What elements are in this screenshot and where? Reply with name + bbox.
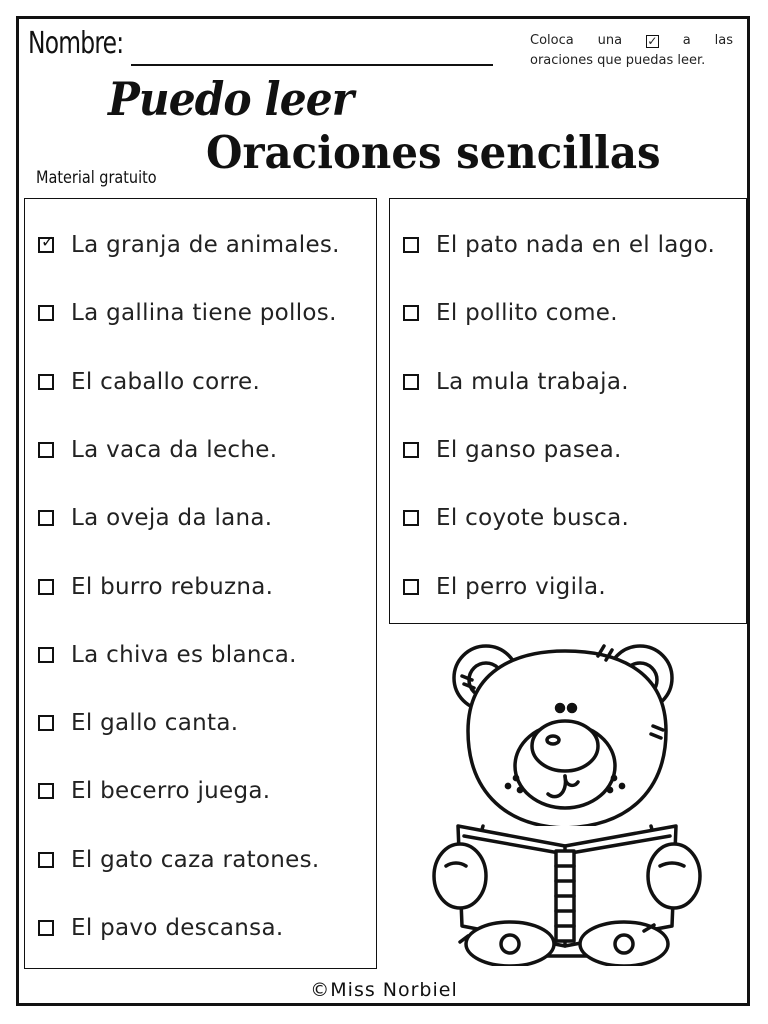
sentence-item: [403, 369, 629, 395]
sentence-item: [38, 505, 272, 531]
sentence-item: [38, 710, 238, 736]
sentence-item: [38, 778, 270, 804]
sentence-text: El perro vigila.: [436, 573, 606, 600]
sentence-text: La vaca da leche.: [71, 436, 278, 463]
sentence-item: [403, 232, 715, 258]
sentence-text: El burro rebuzna.: [71, 573, 274, 600]
sentence-item: [403, 574, 606, 600]
checkbox-unchecked[interactable]: [38, 852, 54, 868]
title-puedo-leer: Puedo leer: [108, 72, 354, 126]
checkbox-unchecked[interactable]: [38, 715, 54, 731]
sentence-text: El pato nada en el lago.: [436, 232, 716, 258]
sentence-text: El pavo descansa.: [71, 915, 284, 941]
sentence-text: El gato caza ratones.: [71, 846, 320, 873]
checkbox-unchecked[interactable]: [38, 579, 54, 595]
sentence-item: [38, 369, 260, 395]
checkbox-unchecked[interactable]: [403, 510, 419, 526]
sentence-item: [403, 437, 622, 463]
title-oraciones-sencillas: Oraciones sencillas: [206, 126, 661, 179]
sentence-item: [38, 437, 277, 463]
checkbox-unchecked[interactable]: [403, 579, 419, 595]
checkbox-unchecked[interactable]: [403, 374, 419, 390]
checkbox-unchecked[interactable]: [38, 510, 54, 526]
sentence-text: El gallo canta.: [71, 710, 239, 737]
sentence-text: La chiva es blanca.: [71, 641, 297, 668]
right-sentence-box: [389, 198, 747, 624]
sentence-item: [38, 574, 273, 600]
checkbox-checked[interactable]: [38, 232, 55, 253]
bear-reading-illustration: [428, 636, 706, 966]
name-label: Nombre:: [28, 26, 124, 61]
free-material-label: Material gratuito: [36, 168, 157, 188]
sentence-item: [403, 505, 629, 531]
sentence-item: [403, 300, 618, 326]
checkbox-unchecked[interactable]: [403, 305, 419, 321]
check-mark-icon: ✓: [41, 232, 55, 251]
sentence-text: El becerro juega.: [71, 778, 271, 805]
sentence-item: [38, 642, 297, 668]
sentence-text: La oveja da lana.: [71, 505, 273, 532]
checkbox-unchecked[interactable]: [403, 442, 419, 458]
sentence-text: El ganso pasea.: [436, 436, 622, 463]
sentence-item: [38, 232, 340, 258]
checkbox-unchecked[interactable]: [38, 442, 54, 458]
checkbox-unchecked[interactable]: [38, 647, 54, 663]
sentence-text: La gallina tiene pollos.: [71, 300, 337, 327]
instruction-text: [530, 31, 733, 71]
checkbox-unchecked[interactable]: [38, 783, 54, 799]
sentence-text: El pollito come.: [436, 300, 618, 327]
sentence-item: [38, 300, 337, 326]
instruction-word: las: [714, 33, 733, 48]
check-mark-icon: ✓: [647, 33, 658, 48]
sentence-item: [38, 847, 320, 873]
instruction-word: a: [682, 33, 691, 48]
checkbox-unchecked[interactable]: [38, 305, 54, 321]
checkbox-unchecked[interactable]: [403, 237, 419, 253]
instruction-line-2: oraciones que puedas leer.: [530, 53, 706, 68]
checkbox-unchecked[interactable]: [38, 374, 54, 390]
sentence-text: El coyote busca.: [436, 505, 630, 532]
sentence-text: El caballo corre.: [71, 368, 261, 395]
sentence-item: [38, 915, 283, 941]
checkbox-unchecked[interactable]: [38, 920, 54, 936]
checkbox-checked-icon: [646, 35, 659, 48]
sentence-text: La granja de animales.: [71, 232, 340, 258]
copyright-footer: ©Miss Norbiel: [310, 979, 458, 1001]
instruction-word: Coloca: [530, 33, 574, 48]
sentence-text: La mula trabaja.: [436, 368, 629, 395]
instruction-word: una: [597, 33, 623, 48]
name-input-line[interactable]: [131, 64, 493, 66]
